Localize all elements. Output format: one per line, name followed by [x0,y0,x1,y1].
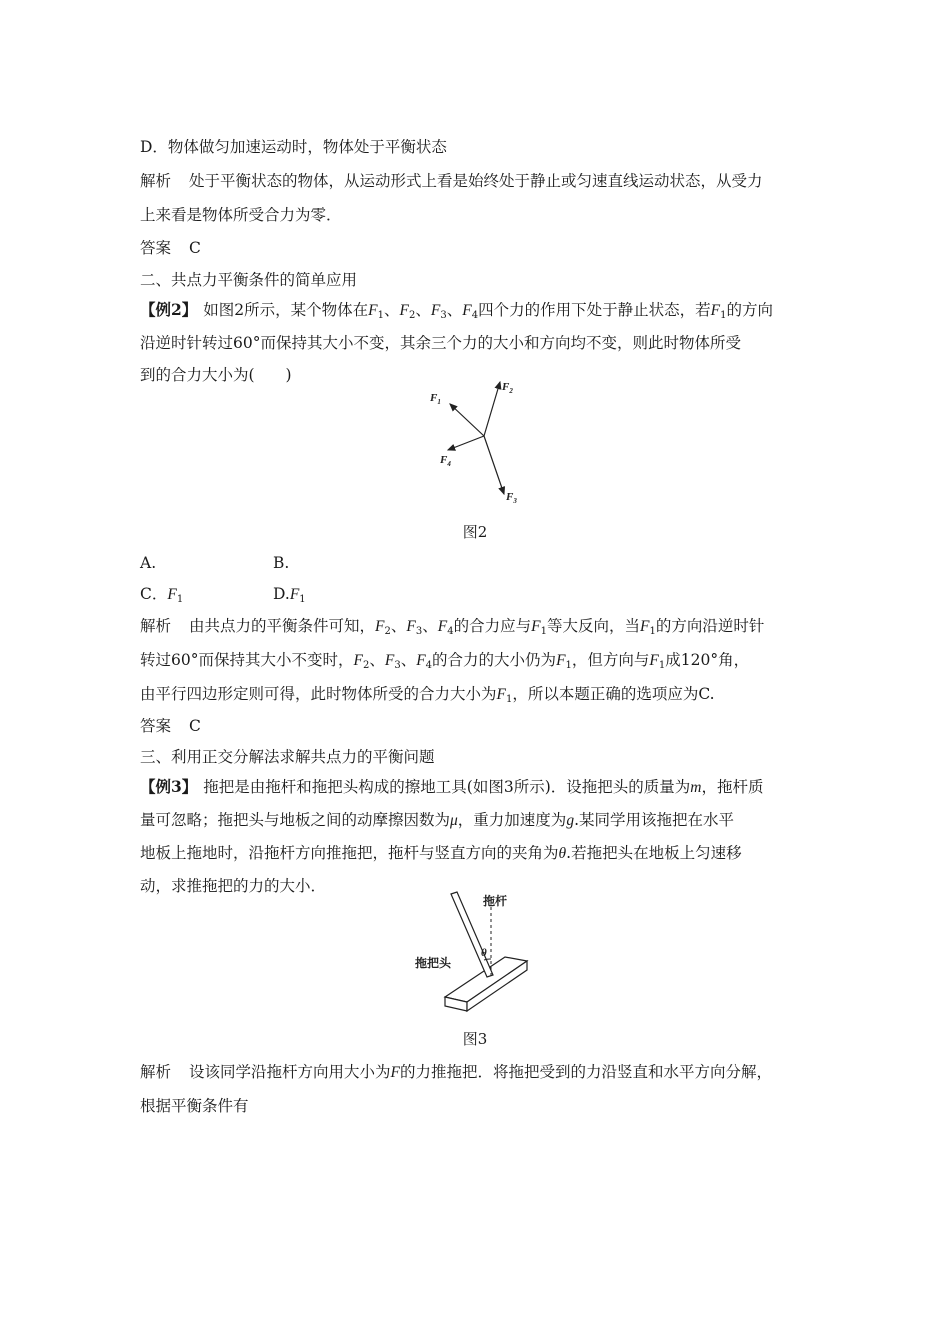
text: ，但方向与 [571,651,650,669]
option-d [273,584,306,610]
example-2-tag: 【例2】 [140,300,198,319]
sym: F [368,302,378,319]
label-f3: $F_3$ [506,491,517,505]
text: 、 [415,301,431,319]
sym: 1 [299,594,306,605]
answer-1 [140,238,201,258]
option-a: A. [140,554,157,572]
sym: F [649,652,659,669]
sym: F [406,618,416,635]
answer-value: C [189,239,201,257]
text: ，拖杆质 [701,778,764,796]
text: ，重力加速度为 [457,811,567,829]
analysis-1 [140,171,763,191]
answer-value: C [189,717,201,735]
text: 的方向沿逆时针 [655,617,765,635]
force-f2-arrow [484,382,500,436]
sym: 2 [362,660,370,671]
analysis-1-cont: 上来看是物体所受合力为零． [140,206,342,224]
sym: 2 [384,626,391,637]
sym: F [437,618,448,635]
text: 成120°角， [665,651,750,669]
sym: 4 [471,310,479,321]
text: 、 [384,301,400,319]
section-2-heading: 二、共点力平衡条件的简单应用 [140,271,358,289]
sym: F [399,302,409,319]
text: 的合力应与 [453,617,532,635]
sym: 1 [720,310,727,321]
text: 转过60°而保持其大小不变时， [140,651,354,669]
answer-label: 答案 [140,239,172,257]
figure-3-mop-diagram [415,885,545,1020]
answer-2 [140,716,201,736]
text: D. [273,585,290,603]
text: 的力推拖把．将拖把受到的力沿竖直和水平方向分解， [400,1063,773,1081]
sym: 1 [649,626,656,637]
text: 地板上拖地时，沿拖杆方向推拖把，拖杆与竖直方向的夹角为 [140,844,559,862]
example-3-line-4: 动，求推拖把的力的大小． [140,877,327,895]
text: 等大反向，当 [546,617,640,635]
sym: F [531,618,541,635]
label-f1: $F_1$ [430,392,441,406]
sym: 1 [658,660,666,671]
sym: 3 [440,310,447,321]
text: 、 [390,617,407,635]
sym: F [496,686,506,703]
sym: m [690,779,702,796]
sym: F [375,618,385,635]
analysis-label: 解析 [140,617,172,635]
example-2-line-2: 沿逆时针转过60°而保持其大小不变，其余三个力的大小和方向均不变，则此时物体所受 [140,334,741,352]
force-f1-arrow [450,404,484,436]
solution-2-line-1 [140,616,764,642]
sym: F [416,652,426,669]
example-3-line-3 [140,843,742,864]
solution-3-line-2: 根据平衡条件有 [140,1097,249,1115]
sym: F [384,652,395,669]
angle-theta-label: θ [481,947,487,959]
sym: θ [558,845,567,862]
analysis-label: 解析 [140,172,172,190]
label-f2: $F_2$ [502,381,513,395]
example-2-line-1 [140,300,773,326]
example-3-line-2 [140,810,734,831]
text: C． [140,585,168,603]
solution-2-line-3 [140,684,715,710]
sym: F [430,302,441,319]
example-3-tag: 【例3】 [140,777,198,796]
sym: μ [450,812,458,829]
text: 、 [422,617,438,635]
sym: 1 [505,694,513,705]
answer-label: 答案 [140,717,172,735]
text: 、 [369,651,385,669]
sym: 4 [447,626,454,637]
text: 、 [400,651,417,669]
text: 由共点力的平衡条件可知， [189,617,376,635]
options-cd [140,584,306,610]
sym: F [289,586,300,603]
solution-2-line-2 [140,650,749,676]
analysis-text: 处于平衡状态的物体，从运动形式上看是始终处于静止或匀速直线运动状态，从受力 [189,172,763,190]
sym: F [462,302,472,319]
option-d-prev: D．物体做匀加速运动时，物体处于平衡状态 [140,138,447,156]
text: 如图2所示，某个物体在 [203,301,369,319]
rod-label: 拖杆 [483,894,508,908]
sym: 3 [415,626,423,637]
sym: F [167,586,177,603]
label-f4: $F_4$ [440,454,451,468]
text: .某同学用该拖把在水平 [574,811,734,829]
sym: F [353,652,363,669]
figure-3-caption: 图3 [462,1030,488,1048]
solution-3-line-1 [140,1062,772,1083]
analysis-label: 解析 [140,1063,172,1081]
sym: 3 [394,660,401,671]
text: 的方向 [726,301,773,319]
sym: F [710,302,721,319]
sym: F [390,1064,400,1081]
sym: 1 [540,626,547,637]
option-c [140,585,183,603]
force-f4-arrow [448,436,484,450]
options-ab [140,553,290,573]
sym: 1 [377,310,385,321]
example-3-line-1 [140,777,763,798]
head-label: 拖把头 [415,956,452,970]
section-3-heading: 三、利用正交分解法求解共点力的平衡问题 [140,748,435,766]
text: 设该同学沿拖杆方向用大小为 [189,1063,391,1081]
example-2-line-3: 到的合力大小为( ) [140,366,292,384]
force-f3-arrow [484,436,504,494]
sym: 2 [409,310,416,321]
text: 四个力的作用下处于静止状态，若 [478,301,711,319]
text: 拖把是由拖杆和拖把头构成的擦地工具(如图3所示)．设拖把头的质量为 [203,778,691,796]
sym: 1 [565,660,572,671]
option-b: B. [273,554,290,572]
text: 的合力的大小仍为 [432,651,557,669]
sym: F [639,618,650,635]
sym: 4 [425,660,433,671]
text: 由平行四边形定则可得，此时物体所受的合力大小为 [140,685,497,703]
text: 量可忽略；拖把头与地板之间的动摩擦因数为 [140,811,451,829]
text: .若拖把头在地板上匀速移 [566,844,742,862]
sym: 1 [176,594,184,605]
figure-2-force-diagram [420,372,540,512]
figure-2-caption: 图2 [462,523,488,541]
text: 、 [446,301,463,319]
sym: F [556,652,566,669]
sym: g [566,812,575,829]
text: ，所以本题正确的选项应为C. [512,685,715,703]
